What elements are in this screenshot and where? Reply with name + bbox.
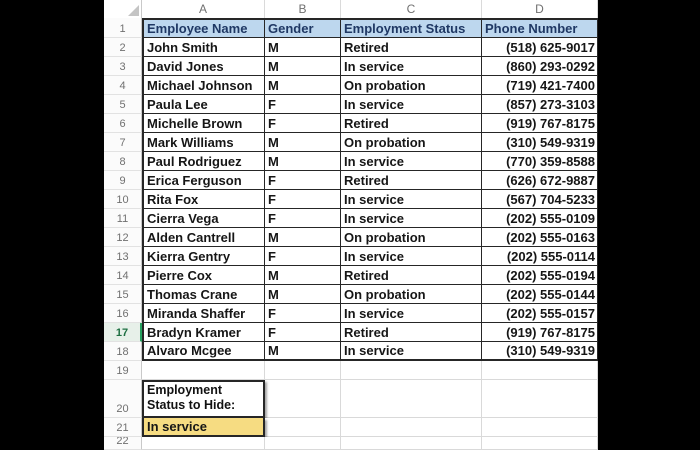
column-headers-row [104,0,598,18]
phone-number-cell[interactable]: (202) 555-0144 [482,285,598,304]
phone-number-cell[interactable]: (202) 555-0114 [482,247,598,266]
row-header[interactable]: 8 [104,152,142,171]
status-to-hide-value-cell[interactable]: In service [142,418,265,437]
empty-cell[interactable] [482,380,598,418]
employee-name-cell[interactable]: Cierra Vega [142,209,265,228]
column-header-d[interactable]: D [482,0,598,18]
row-header[interactable]: 9 [104,171,142,190]
employment-status-cell[interactable]: In service [341,152,482,171]
gender-cell[interactable]: M [265,57,341,76]
empty-cell[interactable] [482,437,598,450]
employee-name-cell[interactable]: Kierra Gentry [142,247,265,266]
partial-row [104,437,598,450]
select-all-corner[interactable] [104,0,142,18]
empty-cell[interactable] [482,418,598,437]
employee-name-cell[interactable]: Mark Williams [142,133,265,152]
employee-name-cell[interactable]: David Jones [142,57,265,76]
gender-cell[interactable]: M [265,266,341,285]
employment-status-cell[interactable]: On probation [341,133,482,152]
gender-cell[interactable]: M [265,342,341,361]
column-header-a[interactable]: A [142,0,265,18]
row-header[interactable]: 2 [104,38,142,57]
phone-number-cell[interactable]: (857) 273-3103 [482,95,598,114]
employment-status-cell[interactable]: In service [341,190,482,209]
table-row [104,76,598,95]
row-header[interactable]: 16 [104,304,142,323]
column-header-c[interactable]: C [341,0,482,18]
header-cell-employee-name[interactable]: Employee Name [142,18,265,38]
employment-status-cell[interactable]: In service [341,209,482,228]
employee-name-cell[interactable]: Miranda Shaffer [142,304,265,323]
empty-cell[interactable] [341,418,482,437]
table-row [104,114,598,133]
table-row [104,152,598,171]
row-header[interactable]: 13 [104,247,142,266]
employee-name-cell[interactable]: Alden Cantrell [142,228,265,247]
table-row [104,171,598,190]
empty-cell[interactable] [482,361,598,380]
table-row [104,57,598,76]
table-row [104,133,598,152]
select-all-triangle-icon [128,5,139,16]
phone-number-cell[interactable]: (310) 549-9319 [482,342,598,361]
empty-cell[interactable] [341,437,482,450]
employee-name-cell[interactable]: Alvaro Mcgee [142,342,265,361]
employee-name-cell[interactable]: Paul Rodriguez [142,152,265,171]
table-row [104,266,598,285]
spreadsheet [104,0,598,450]
row-header[interactable]: 12 [104,228,142,247]
gender-cell[interactable]: F [265,95,341,114]
employment-status-cell[interactable]: In service [341,304,482,323]
table-header-row [104,18,598,38]
row-header[interactable]: 14 [104,266,142,285]
letterbox-right [598,0,700,450]
row-header[interactable]: 6 [104,114,142,133]
employment-status-cell[interactable]: Retired [341,38,482,57]
empty-cell[interactable] [341,361,482,380]
empty-cell[interactable] [142,361,265,380]
employee-name-cell[interactable]: John Smith [142,38,265,57]
gender-cell[interactable]: F [265,190,341,209]
row-header[interactable]: 22 [104,437,142,450]
employment-status-cell[interactable]: Retired [341,323,482,342]
row-header[interactable]: 17 [104,323,142,342]
empty-cell[interactable] [265,380,341,418]
employment-status-cell[interactable]: On probation [341,76,482,95]
gender-cell[interactable]: F [265,304,341,323]
phone-number-cell[interactable]: (310) 549-9319 [482,133,598,152]
phone-number-cell[interactable]: (770) 359-8588 [482,152,598,171]
gender-cell[interactable]: M [265,285,341,304]
row-header[interactable]: 10 [104,190,142,209]
table-row [104,323,598,342]
phone-number-cell[interactable]: (202) 555-0109 [482,209,598,228]
employee-name-cell[interactable]: Rita Fox [142,190,265,209]
table-row [104,38,598,57]
table-row [104,247,598,266]
empty-row [104,361,598,380]
note-row [104,380,598,418]
phone-number-cell[interactable]: (202) 555-0157 [482,304,598,323]
employee-name-cell[interactable]: Paula Lee [142,95,265,114]
empty-cell[interactable] [265,418,341,437]
employment-status-cell[interactable]: In service [341,342,482,361]
employment-status-cell[interactable]: In service [341,57,482,76]
employee-name-cell[interactable]: Bradyn Kramer [142,323,265,342]
employee-name-cell[interactable]: Michael Johnson [142,76,265,95]
table-row [104,95,598,114]
empty-cell[interactable] [265,361,341,380]
header-cell-employment-status[interactable]: Employment Status [341,18,482,38]
employee-name-cell[interactable]: Michelle Brown [142,114,265,133]
phone-number-cell[interactable]: (919) 767-8175 [482,114,598,133]
employee-name-cell[interactable]: Pierre Cox [142,266,265,285]
gender-cell[interactable]: M [265,76,341,95]
phone-number-cell[interactable]: (719) 421-7400 [482,76,598,95]
gender-cell[interactable]: F [265,323,341,342]
row-header[interactable]: 7 [104,133,142,152]
employment-status-cell[interactable]: On probation [341,285,482,304]
empty-cell[interactable] [142,437,265,450]
table-row [104,209,598,228]
table-row [104,285,598,304]
column-header-b[interactable]: B [265,0,341,18]
phone-number-cell[interactable]: (202) 555-0163 [482,228,598,247]
gender-cell[interactable]: F [265,114,341,133]
row-header[interactable]: 15 [104,285,142,304]
row-header[interactable]: 18 [104,342,142,361]
row-header[interactable]: 11 [104,209,142,228]
phone-number-cell[interactable]: (202) 555-0194 [482,266,598,285]
table-row [104,228,598,247]
row-header[interactable]: 4 [104,76,142,95]
gender-cell[interactable]: F [265,247,341,266]
header-cell-gender[interactable]: Gender [265,18,341,38]
row-header[interactable]: 21 [104,418,142,437]
employment-status-cell[interactable]: Retired [341,114,482,133]
employment-status-cell[interactable]: On probation [341,228,482,247]
gender-cell[interactable]: F [265,209,341,228]
empty-cell[interactable] [341,380,482,418]
empty-cell[interactable] [265,437,341,450]
employment-status-cell[interactable]: In service [341,247,482,266]
phone-number-cell[interactable]: (518) 625-9017 [482,38,598,57]
status-to-hide-label-cell[interactable]: Employment Status to Hide: [142,380,265,418]
table-row [104,342,598,361]
phone-number-cell[interactable]: (626) 672-9887 [482,171,598,190]
gender-cell[interactable]: F [265,171,341,190]
row-header[interactable]: 1 [104,18,142,38]
employee-name-cell[interactable]: Erica Ferguson [142,171,265,190]
table-row [104,190,598,209]
letterbox-left [0,0,104,450]
employment-status-cell[interactable]: Retired [341,171,482,190]
header-cell-phone-number[interactable]: Phone Number [482,18,598,38]
employment-status-cell[interactable]: In service [341,95,482,114]
hide-value-row [104,418,598,437]
gender-cell[interactable]: M [265,133,341,152]
phone-number-cell[interactable]: (919) 767-8175 [482,323,598,342]
employee-name-cell[interactable]: Thomas Crane [142,285,265,304]
row-header[interactable]: 3 [104,57,142,76]
row-header[interactable]: 20 [104,380,142,418]
phone-number-cell[interactable]: (860) 293-0292 [482,57,598,76]
row-header[interactable]: 19 [104,361,142,380]
gender-cell[interactable]: M [265,38,341,57]
phone-number-cell[interactable]: (567) 704-5233 [482,190,598,209]
gender-cell[interactable]: M [265,228,341,247]
row-header[interactable]: 5 [104,95,142,114]
gender-cell[interactable]: M [265,152,341,171]
employment-status-cell[interactable]: Retired [341,266,482,285]
table-row [104,304,598,323]
